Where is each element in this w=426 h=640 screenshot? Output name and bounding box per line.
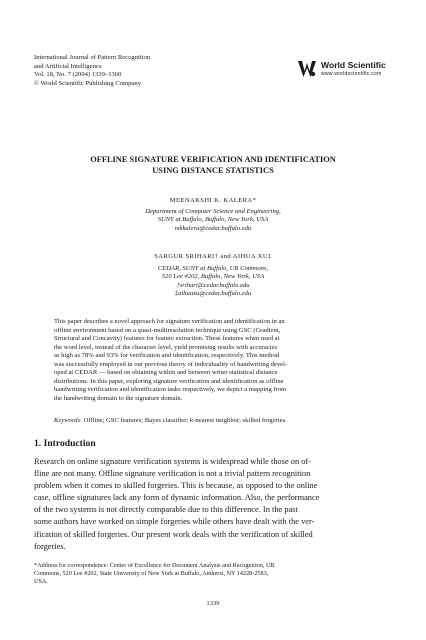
body-line: ification of skilled forgeries. Our present work deals with the verification of skilled	[34, 529, 313, 539]
abstract	[54, 318, 372, 403]
abstract-line: the word level, instead of the character level, yield promising results with accuracies	[54, 343, 278, 351]
affiliation-line: Department of Computer Science and Engineering,	[145, 208, 281, 215]
abstract-line: handwriting verification and identification tasks respectively, we depict a mapping from	[54, 386, 287, 394]
paper-title-line-1: OFFLINE SIGNATURE VERIFICATION AND IDENTIFICATION	[90, 155, 336, 164]
publisher-name: World Scientific	[321, 60, 386, 70]
journal-name-line-2: and Artificial Intelligence	[34, 62, 102, 70]
footnote-line: Commons, 520 Lee #202, State University of New York at Buffalo, Amherst, NY 14228-2583,	[34, 570, 269, 578]
footnote-line: *Address for correspondence: Center of Excellence for Document Analysis and Recognition, UB	[34, 562, 275, 569]
paper-title-line-2: USING DISTANCE STATISTICS	[152, 165, 274, 175]
footnote	[34, 562, 275, 586]
footnote-line: USA.	[34, 578, 48, 586]
journal-name-line-1: International Journal of Pattern Recognition	[34, 54, 151, 61]
body-line: forgeries.	[34, 541, 66, 551]
publisher-block	[296, 58, 396, 82]
body-line: Research on online signature verification systems is widespread while those on of-	[34, 457, 312, 466]
introduction-text	[34, 456, 319, 553]
author-email: mkkalera@cedar.buffalo.edu	[174, 224, 252, 232]
paper-title	[0, 155, 426, 176]
journal-copyright: © World Scientific Publishing Company	[34, 79, 141, 87]
keywords	[54, 417, 287, 424]
keywords-label: Keywords	[54, 417, 81, 424]
affiliation-line: SUNY at Buffalo, Buffalo, New York, USA	[157, 216, 269, 224]
abstract-line: Structural and Concavity) features for feature extraction. These features when used at	[54, 335, 280, 343]
abstract-line: offline environment based on a quasi-multiresolution technique using GSC (Gradient,	[54, 326, 281, 334]
body-line: some authors have worked on simple forgeries while others have dealt with the ver-	[34, 517, 315, 527]
world-scientific-logo-icon	[296, 58, 318, 80]
coauthor-names: SARGUR SRIHARI† and AIHUA XU‡	[154, 253, 272, 260]
keywords-text: : Offline; GSC features; Bayes classifier; k-nearest neighbor; skilled forgeries.	[80, 417, 287, 424]
body-line: case, offline signatures lack any form of dynamic information. Also, the performance	[34, 493, 320, 503]
abstract-line: distributions. In this paper, exploring signature verification and identification as offline	[54, 377, 284, 385]
affiliation-line: CEDAR, SUNY at Buffalo, UB Commons,	[157, 265, 269, 272]
coauthor-affiliation	[0, 265, 426, 299]
coauthor-email: ‡aihuaxu@cedar.buffalo.edu	[174, 290, 252, 298]
abstract-line: was successfully employed in our previous theory of individuality of handwriting devel-	[54, 360, 288, 368]
abstract-line: the handwriting domain to the signature domain.	[54, 394, 183, 402]
author-name: MEENAKSHI K. KALERA*	[169, 197, 257, 204]
abstract-line: This paper describes a novel approach for signature verification and identification in an	[54, 318, 285, 325]
body-line: problem when it comes to skilled forgeries. This is because, as opposed to the online	[34, 481, 318, 491]
journal-volume: Vol. 18, No. 7 (2004) 1339–1360	[34, 71, 122, 79]
body-line: of the two systems is not directly comparable due to this difference. In the past	[34, 505, 298, 515]
section-heading-introduction: 1. Introduction	[34, 438, 96, 449]
author-affiliation	[0, 208, 426, 233]
abstract-line: oped at CEDAR — based on obtaining within and between writer statistical distance	[54, 369, 278, 377]
publisher-url: www.worldscientific.com	[321, 71, 382, 77]
coauthor-email: †srihari@cedar.buffalo.edu	[176, 281, 250, 289]
abstract-line: as high as 78% and 93% for verification and identification, respectively. This method	[54, 352, 280, 360]
body-line: fline are not many. Offline signature verification is not a trivial pattern recognition	[34, 469, 311, 479]
journal-info	[34, 54, 150, 88]
page-number: 1339	[206, 600, 220, 607]
affiliation-line: 520 Lee #202, Buffalo, New York, USA	[161, 273, 265, 281]
